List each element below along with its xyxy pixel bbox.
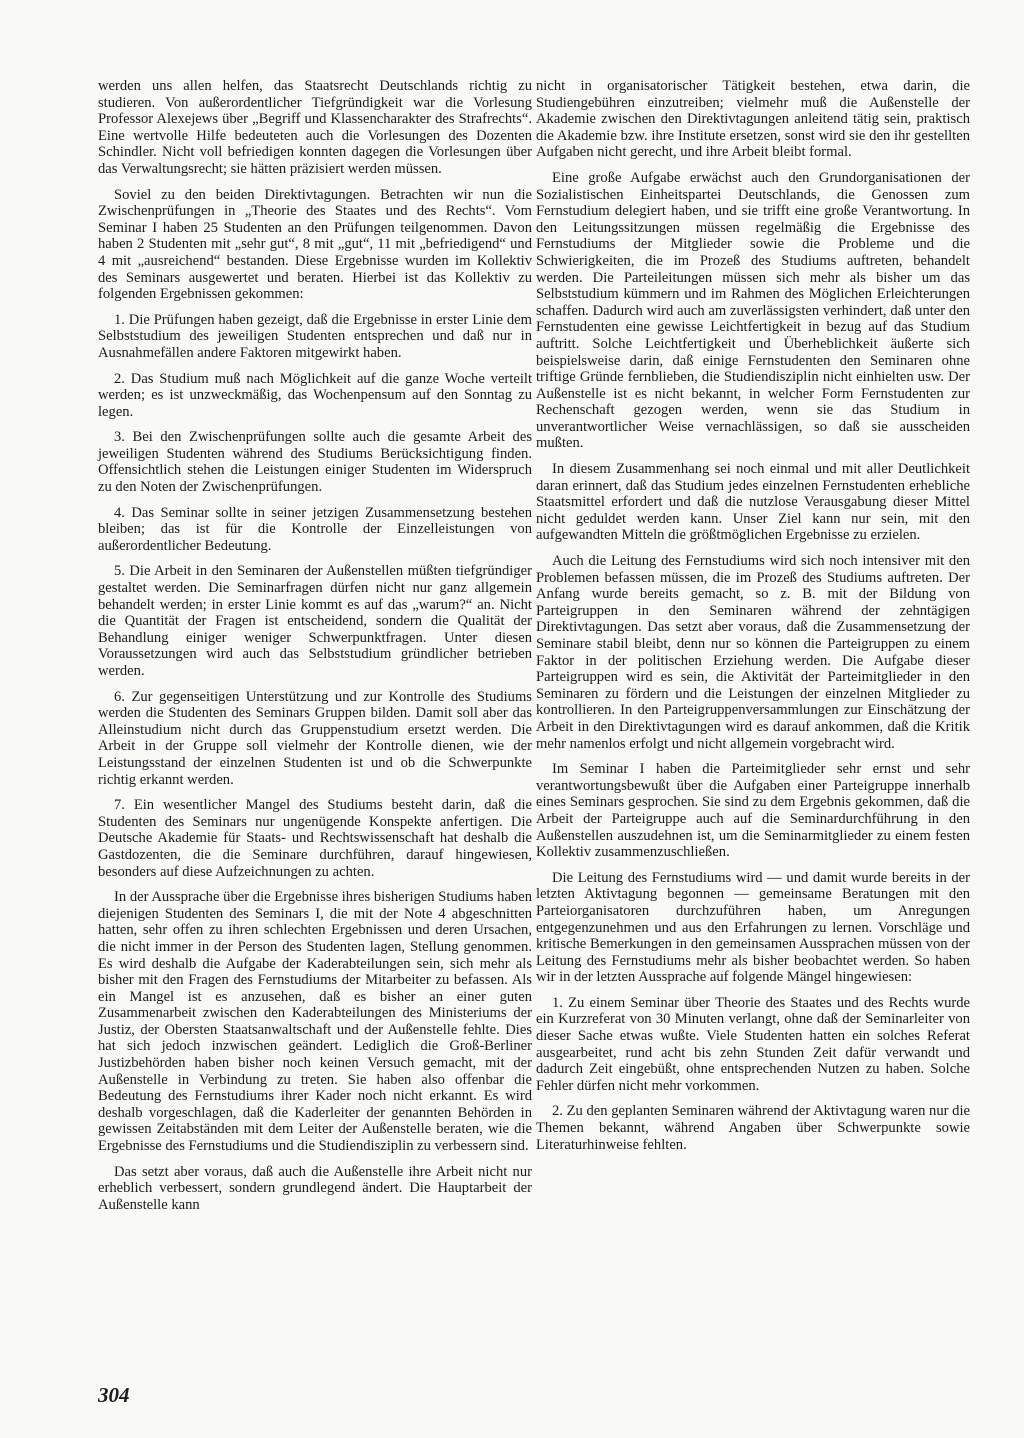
paragraph: Eine große Aufgabe erwächst auch den Grundorganisationen der Sozialistischen Einheitspartei Deutschlands, die Genossen zum Fernstudium delegiert haben, und sie trifft eine große Verantwortung. In den Leitungssitzungen müssen regelmäßig die Ergebnisse des Fernstudiums der Mitglieder sowie die Probleme und die Schwierigkeiten, die im Prozeß des Studiums auftreten, behandelt werden. Die Parteileitungen müssen sich mehr als bisher um das Selbststudium kümmern und im Rahmen des Möglichen Erleichterungen schaffen. Dadurch wird auch am zuverlässigsten verhindert, daß unter den Fernstudenten eine gewisse Leichtfertigkeit in bezug auf das Studium auftritt. Solche Leichtfertigkeit und Überheblichkeit äußerte sich beispielsweise darin, daß einige Fernstudenten den Seminaren ohne triftige Gründe fernblieben, die Studiendisziplin nicht einhielten usw. Der Außenstelle ist es nicht bekannt, in welcher Form Fernstudenten zur Rechenschaft gezogen werden, wenn sie das Studium in unverantwortlicher Weise vernachlässigen, so daß sie ausscheiden mußten. [536,169,970,452]
paragraph: Die Leitung des Fernstudiums wird — und damit wurde bereits in der letzten Aktivtagung begonnen — gemeinsame Beratungen mit den Parteiorganisatoren durchzuführen haben, um Anregungen entgegenzunehmen und aus den Erfahrungen zu lernen. Vorschläge und kritische Bemerkungen in den gemeinsamen Aussprachen müssen von der Leitung des Fernstudiums mehr als bisher beobachtet werden. So haben wir in der letzten Aussprache auf folgende Mängel hingewiesen: [536,869,970,986]
paragraph: Auch die Leitung des Fernstudiums wird sich noch intensiver mit den Problemen befassen müssen, die im Prozeß des Studiums auftreten. Der Anfang wurde bereits gemacht, so z. B. mit der Bildung von Parteigruppen in den Seminaren während der zehntägigen Direktivtagungen. Das setzt aber voraus, daß die Zusammensetzung der Seminare stabil bleibt, denn nur so können die Parteigruppen zu einem Faktor in der politischen Erziehung werden. Die Aufgabe dieser Parteigruppen wird es sein, die Aktivität der Parteimitglieder in den Seminaren zu fördern und die Leistungen der einzelnen Mitglieder zu kontrollieren. In den Parteigruppenversammlungen zur Einschätzung der Arbeit in den Direktivtagungen wird es darauf ankommen, daß die Kritik mehr namenlos erfolgt und nicht allgemein vorgebracht wird. [536,553,970,752]
paragraph: nicht in organisatorischer Tätigkeit bestehen, etwa darin, die Studiengebühren einzutreiben; vielmehr muß die Außenstelle der Akademie zwischen den Direktivtagungen anleitend tätig sein, praktisch die Akademie bzw. ihre Institute ersetzen, sonst wird sie den ihr gestellten Aufgaben nicht gerecht, und ihre Arbeit bleibt formal. [536,78,970,161]
list-item: 2. Zu den geplanten Seminaren während der Aktivtagung waren nur die Themen bekannt, während Angaben über Schwerpunkte sowie Literaturhinweise fehlten. [536,1103,970,1153]
list-item: 7. Ein wesentlicher Mangel des Studiums besteht darin, daß die Studenten des Seminars nur ungenügende Konspekte anfertigen. Die Deutsche Akademie für Staats- und Rechtswissenschaft hat deshalb die Gastdozenten, die die Seminare durchführen, darauf hingewiesen, besonders auf diese Aufzeichnungen zu achten. [98,797,532,880]
list-item: 1. Zu einem Seminar über Theorie des Staates und des Rechts wurde ein Kurzreferat von 30 Minuten verlangt, ohne daß der Seminarleiter von dieser Sache etwas wußte. Viele Studenten hatten ein solches Referat ausgearbeitet, rund acht bis zehn Stunden Zeit dafür verwandt und dadurch Zeit eingebüßt, ohne entsprechenden Nutzen zu haben. Solche Fehler dürfen nicht mehr vorkommen. [536,994,970,1094]
left-column [98,78,532,1222]
paragraph: Das setzt aber voraus, daß auch die Außenstelle ihre Arbeit nicht nur erheblich verbessert, sondern grundlegend ändert. Die Hauptarbeit der Außenstelle kann [98,1163,532,1213]
paragraph: In diesem Zusammenhang sei noch einmal und mit aller Deutlichkeit daran erinnert, daß das Studium jedes einzelnen Fernstudenten erhebliche Staatsmittel erfordert und daß die nutzlose Verausgabung dieser Mittel nicht geduldet werden kann. Unser Ziel kann nur sein, mit den aufgewandten Mitteln die größtmöglichen Ergebnisse zu erzielen. [536,461,970,544]
paragraph: Soviel zu den beiden Direktivtagungen. Betrachten wir nun die Zwischenprüfungen in „Theorie des Staates und des Rechts“. Vom Seminar I haben 25 Studenten an den Prüfungen teilgenommen. Davon haben 2 Studenten mit „sehr gut“, 8 mit „gut“, 11 mit „befriedigend“ und 4 mit „ausreichend“ bestanden. Diese Ergebnisse wurden im Kollektiv des Seminars ausgewertet und beraten. Hierbei ist das Kollektiv zu folgenden Ergebnissen gekommen: [98,186,532,303]
list-item: 4. Das Seminar sollte in seiner jetzigen Zusammensetzung bestehen bleiben; das ist für die Kontrolle der Einzelleistungen von außerordentlicher Bedeutung. [98,504,532,554]
list-item: 1. Die Prüfungen haben gezeigt, daß die Ergebnisse in erster Linie dem Selbststudium des jeweiligen Studenten entsprechen und daß nur in Ausnahmefällen andere Faktoren mitgewirkt haben. [98,311,532,361]
paragraph: In der Aussprache über die Ergebnisse ihres bisherigen Studiums haben diejenigen Studenten des Seminars I, die mit der Note 4 abgeschnitten hatten, sehr offen zu ihren schlechten Ergebnissen und deren Ursachen, die nicht immer in der Person des Studenten lagen, Stellung genommen. Es wird deshalb die Aufgabe der Kaderabteilungen sein, sich mehr als bisher mit den Fragen des Fernstudiums der Mitarbeiter zu befassen. Als ein Mangel ist es anzusehen, daß es bisher an einer guten Zusammenarbeit zwischen den Kaderabteilungen des Ministeriums der Justiz, der Obersten Staatsanwaltschaft und der Außenstelle fehlte. Dies hat sich jedoch inzwischen geändert. Lediglich die Groß-Berliner Justizbehörden haben bisher noch keinen Versuch gemacht, mit der Außenstelle in Verbindung zu treten. Sie haben also offenbar die Bedeutung des Fernstudiums ihrer Kader noch nicht erkannt. Es wird deshalb vorgeschlagen, daß die Kaderleiter der genannten Behörden in gewissen Zeitabständen mit dem Leiter der Außenstelle beraten, wie die Ergebnisse des Fernstudiums und die Studiendisziplin zu verbessern sind. [98,889,532,1155]
list-item: 6. Zur gegenseitigen Unterstützung und zur Kontrolle des Studiums werden die Studenten des Seminars Gruppen bilden. Damit soll aber das Alleinstudium nicht durch das Gruppenstudium ersetzt werden. Die Arbeit in der Gruppe soll vielmehr der Kontrolle dienen, wie der Leistungsstand der einzelnen Studenten ist und ob die Schwerpunkte richtig erkannt werden. [98,688,532,788]
paragraph: Im Seminar I haben die Parteimitglieder sehr ernst und sehr verantwortungsbewußt über die Aufgaben einer Parteigruppe innerhalb eines Seminars gesprochen. Sie sind zu dem Ergebnis gekommen, daß die Arbeit der Parteigruppe auch auf die Seminardurchführung in den Außenstellen auszudehnen ist, um die Seminarmitglieder zu einem festen Kollektiv zusammenzuschließen. [536,761,970,861]
paragraph: werden uns allen helfen, das Staatsrecht Deutschlands richtig zu studieren. Von außerordentlicher Tiefgründigkeit war die Vorlesung Professor Alexejews über „Begriff und Klassencharakter des Strafrechts“. Eine wertvolle Hilfe bedeuteten auch die Vorlesungen des Dozenten Schindler. Nicht voll befriedigen konnten dagegen die Vorlesungen über das Verwaltungsrecht; sie hätten präzisiert werden müssen. [98,78,532,177]
right-column [536,78,970,1162]
page-number: 304 [98,1383,130,1407]
list-item: 5. Die Arbeit in den Seminaren der Außenstellen müßten tiefgründiger gestaltet werden. Die Seminarfragen dürfen nicht nur ganz allgemein behandelt werden; in erster Linie kommt es auf das „warum?“ an. Nicht die Quantität der Fragen ist entscheidend, sondern die Qualität der Behandlung einiger weniger Schwerpunktfragen. Unter diesen Voraussetzungen wird auch das Selbststudium gründlicher betrieben werden. [98,563,532,679]
list-item: 3. Bei den Zwischenprüfungen sollte auch die gesamte Arbeit des jeweiligen Studenten während des Studiums Berücksichtigung finden. Offensichtlich stehen die Leistungen einiger Studenten im Widerspruch zu den Noten der Zwischenprüfungen. [98,429,532,496]
list-item: 2. Das Studium muß nach Möglichkeit auf die ganze Woche verteilt werden; es ist unzweckmäßig, das Wochenpensum auf den Sonntag zu legen. [98,370,532,420]
